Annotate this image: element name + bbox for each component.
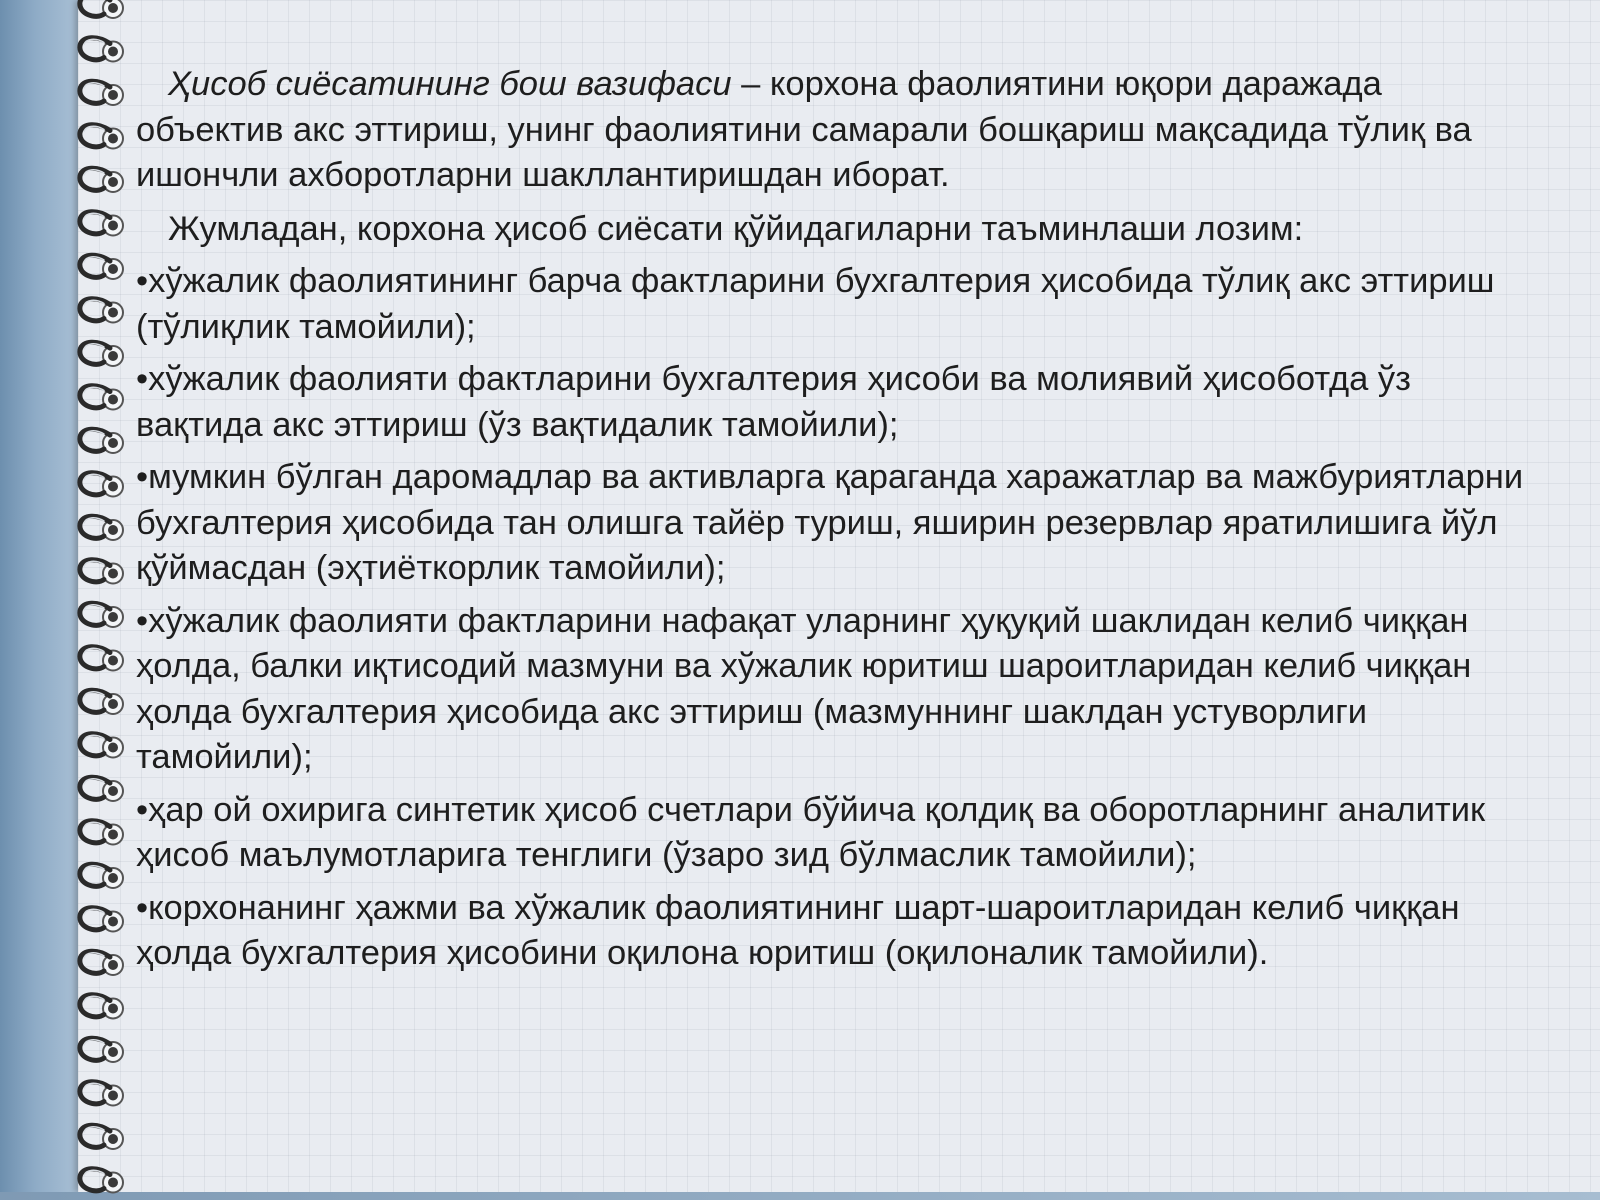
spiral-ring	[80, 386, 123, 410]
list-item: •хўжалик фаолияти фактларини нафақат уларнинг ҳуқуқий шаклидан келиб чиққан ҳолда, балки иқтисодий мазмуни ва хўжалик юритиш шароитларидан келиб чиққан ҳолда бухгалтерия ҳисобида акс эттириш (мазмуннинг шаклдан устуворлиги тамойили);	[136, 601, 1472, 776]
spiral-ring	[80, 908, 123, 932]
spiral-ring	[80, 168, 123, 192]
spiral-ring	[80, 734, 123, 758]
spiral-ring	[80, 603, 123, 627]
spiral-ring	[80, 212, 123, 236]
list-item: •хўжалик фаолияти фактларини бухгалтерия ҳисоби ва молиявий ҳисоботда ўз вақтида акс эттириш (ўз вақтидалик тамойили);	[136, 360, 1411, 444]
intro-term: Ҳисоб сиёсатининг бош вазифаси	[168, 65, 732, 103]
spiral-ring	[80, 255, 123, 279]
intro-text: – корхона фаолиятини юқори даражада объектив акс эттириш, унинг фаолиятини самарали бошқариш мақсадида тўлиқ ва ишончли ахборотларни шакллантиришдан иборат.	[136, 65, 1472, 194]
spiral-ring	[80, 995, 123, 1019]
spiral-ring	[80, 864, 123, 888]
spiral-ring	[80, 516, 123, 540]
list-item: •мумкин бўлган даромадлар ва активларга қараганда харажатлар ва мажбуриятларни бухгалтерия ҳисобида тан олишга тайёр туриш, яширин резервлар яратилишига йўл қўймасдан (эҳтиёткорлик тамойили);	[136, 458, 1524, 587]
list-item: •корхонанинг ҳажми ва хўжалик фаолиятининг шарт-шароитларидан келиб чиққан ҳолда бухгалтерия ҳисобини оқилона юритиш (оқилоналик тамойили).	[136, 888, 1460, 972]
spiral-ring	[80, 429, 123, 453]
spiral-ring	[80, 125, 123, 149]
spiral-ring	[80, 560, 123, 584]
spiral-ring	[80, 81, 123, 105]
list-item: •ҳар ой охирига синтетик ҳисоб счетлари бўйича қолдиқ ва оборотларнинг аналитик ҳисоб маълумотларига тенглиги (ўзаро зид бўлмаслик тамойили);	[136, 790, 1486, 874]
bottom-background-strip	[0, 1192, 1600, 1200]
spiral-binding-icon	[0, 0, 150, 1200]
spiral-ring	[80, 777, 123, 801]
spiral-ring	[80, 38, 123, 62]
spiral-ring	[80, 0, 123, 18]
spiral-ring	[80, 342, 123, 366]
intro-paragraph	[136, 62, 1526, 199]
spiral-ring	[80, 690, 123, 714]
slide-text	[136, 62, 1526, 977]
spiral-ring	[80, 1038, 123, 1062]
spiral-ring	[80, 1169, 123, 1193]
spiral-ring	[80, 299, 123, 323]
spiral-ring	[80, 821, 123, 845]
list-item: •хўжалик фаолиятининг барча фактларини бухгалтерия ҳисобида тўлиқ акс эттириш (тўлиқлик тамойили);	[136, 262, 1495, 346]
spiral-ring	[80, 473, 123, 497]
lead-paragraph: Жумладан, корхона ҳисоб сиёсати қўйидагиларни таъминлаши лозим:	[168, 209, 1304, 248]
spiral-ring	[80, 647, 123, 671]
spiral-ring	[80, 1082, 123, 1106]
spiral-ring	[80, 951, 123, 975]
spiral-ring	[80, 1125, 123, 1149]
